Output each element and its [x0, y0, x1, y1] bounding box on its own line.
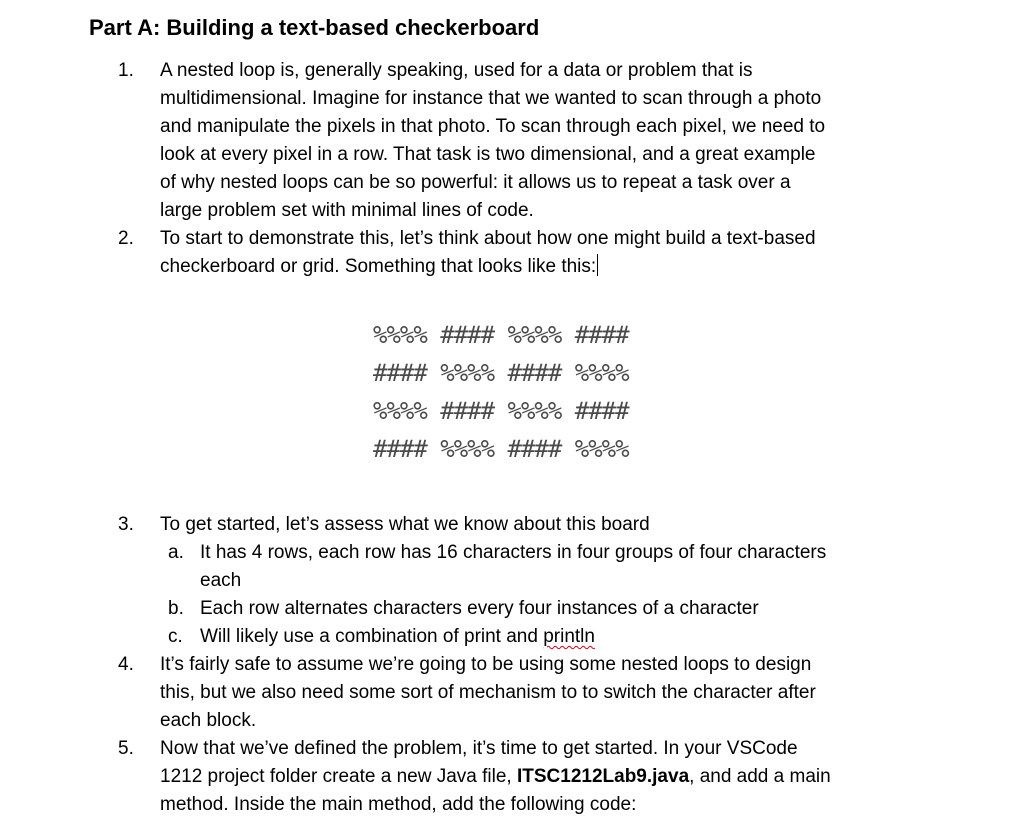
text-line-with-cursor[interactable] [160, 253, 910, 281]
list-number: 1. [118, 60, 134, 81]
checkerboard-example [373, 316, 693, 468]
text-line: large problem set with minimal lines of code. [160, 200, 534, 221]
text-line: A nested loop is, generally speaking, used for a data or problem that is [160, 60, 753, 81]
text-line: method. Inside the main method, add the following code: [160, 794, 637, 815]
text-line: It has 4 rows, each row has 16 characters in four groups of four characters [200, 542, 827, 563]
sublist-item-text [200, 595, 759, 623]
text-cursor [597, 254, 598, 276]
sublist-letter: b. [168, 598, 184, 619]
spellcheck-flagged-word[interactable]: println [543, 626, 595, 647]
text-segment: Will likely use a combination of print and [200, 626, 544, 647]
list-item-text [160, 225, 910, 281]
list-number: 2. [118, 228, 134, 249]
section-title: Part A: Building a text-based checkerboard [89, 15, 540, 40]
text-line: To get started, let’s assess what we know about this board [160, 514, 650, 535]
list-number: 3. [118, 514, 134, 535]
sublist-item-text [200, 539, 826, 595]
checkerboard-row: #### %%%% #### %%%% [373, 359, 629, 387]
sublist-letter: c. [168, 626, 183, 647]
text-line [200, 623, 595, 651]
text-line: each block. [160, 710, 257, 731]
text-line: To start to demonstrate this, let’s think about how one might build a text-based [160, 228, 816, 249]
text-line: It’s fairly safe to assume we’re going to be using some nested loops to design [160, 654, 812, 675]
text-line: each [200, 570, 242, 591]
text-line: look at every pixel in a row. That task is two dimensional, and a great example [160, 144, 816, 165]
list-number: 4. [118, 654, 134, 675]
checkerboard-row: %%%% #### %%%% #### [373, 321, 629, 349]
text-line [160, 763, 910, 791]
sublist-item-text [200, 623, 595, 651]
list-item-text [160, 511, 910, 539]
sublist-letter: a. [168, 542, 184, 563]
text-line: multidimensional. Imagine for instance that we wanted to scan through a photo [160, 88, 822, 109]
text-line: Each row alternates characters every four instances of a character [200, 598, 759, 619]
text-line: checkerboard or grid. Something that looks like this: [160, 256, 597, 277]
filename-bold: ITSC1212Lab9.java [516, 766, 690, 787]
list-item-text [160, 57, 910, 225]
list-number: 5. [118, 738, 134, 759]
text-line: of why nested loops can be so powerful: it allows us to repeat a task over a [160, 172, 791, 193]
text-segment: 1212 project folder create a new Java file, [160, 766, 517, 787]
text-line: and manipulate the pixels in that photo. To scan through each pixel, we need to [160, 116, 826, 137]
list-item-text [160, 735, 910, 819]
checkerboard-row: %%%% #### %%%% #### [373, 397, 629, 425]
list-item-text [160, 651, 910, 735]
checkerboard-row: #### %%%% #### %%%% [373, 435, 629, 463]
text-segment: , and add a main [689, 766, 831, 787]
text-line: this, but we also need some sort of mechanism to to switch the character after [160, 682, 816, 703]
text-line: Now that we’ve defined the problem, it’s time to get started. In your VSCode [160, 738, 798, 759]
